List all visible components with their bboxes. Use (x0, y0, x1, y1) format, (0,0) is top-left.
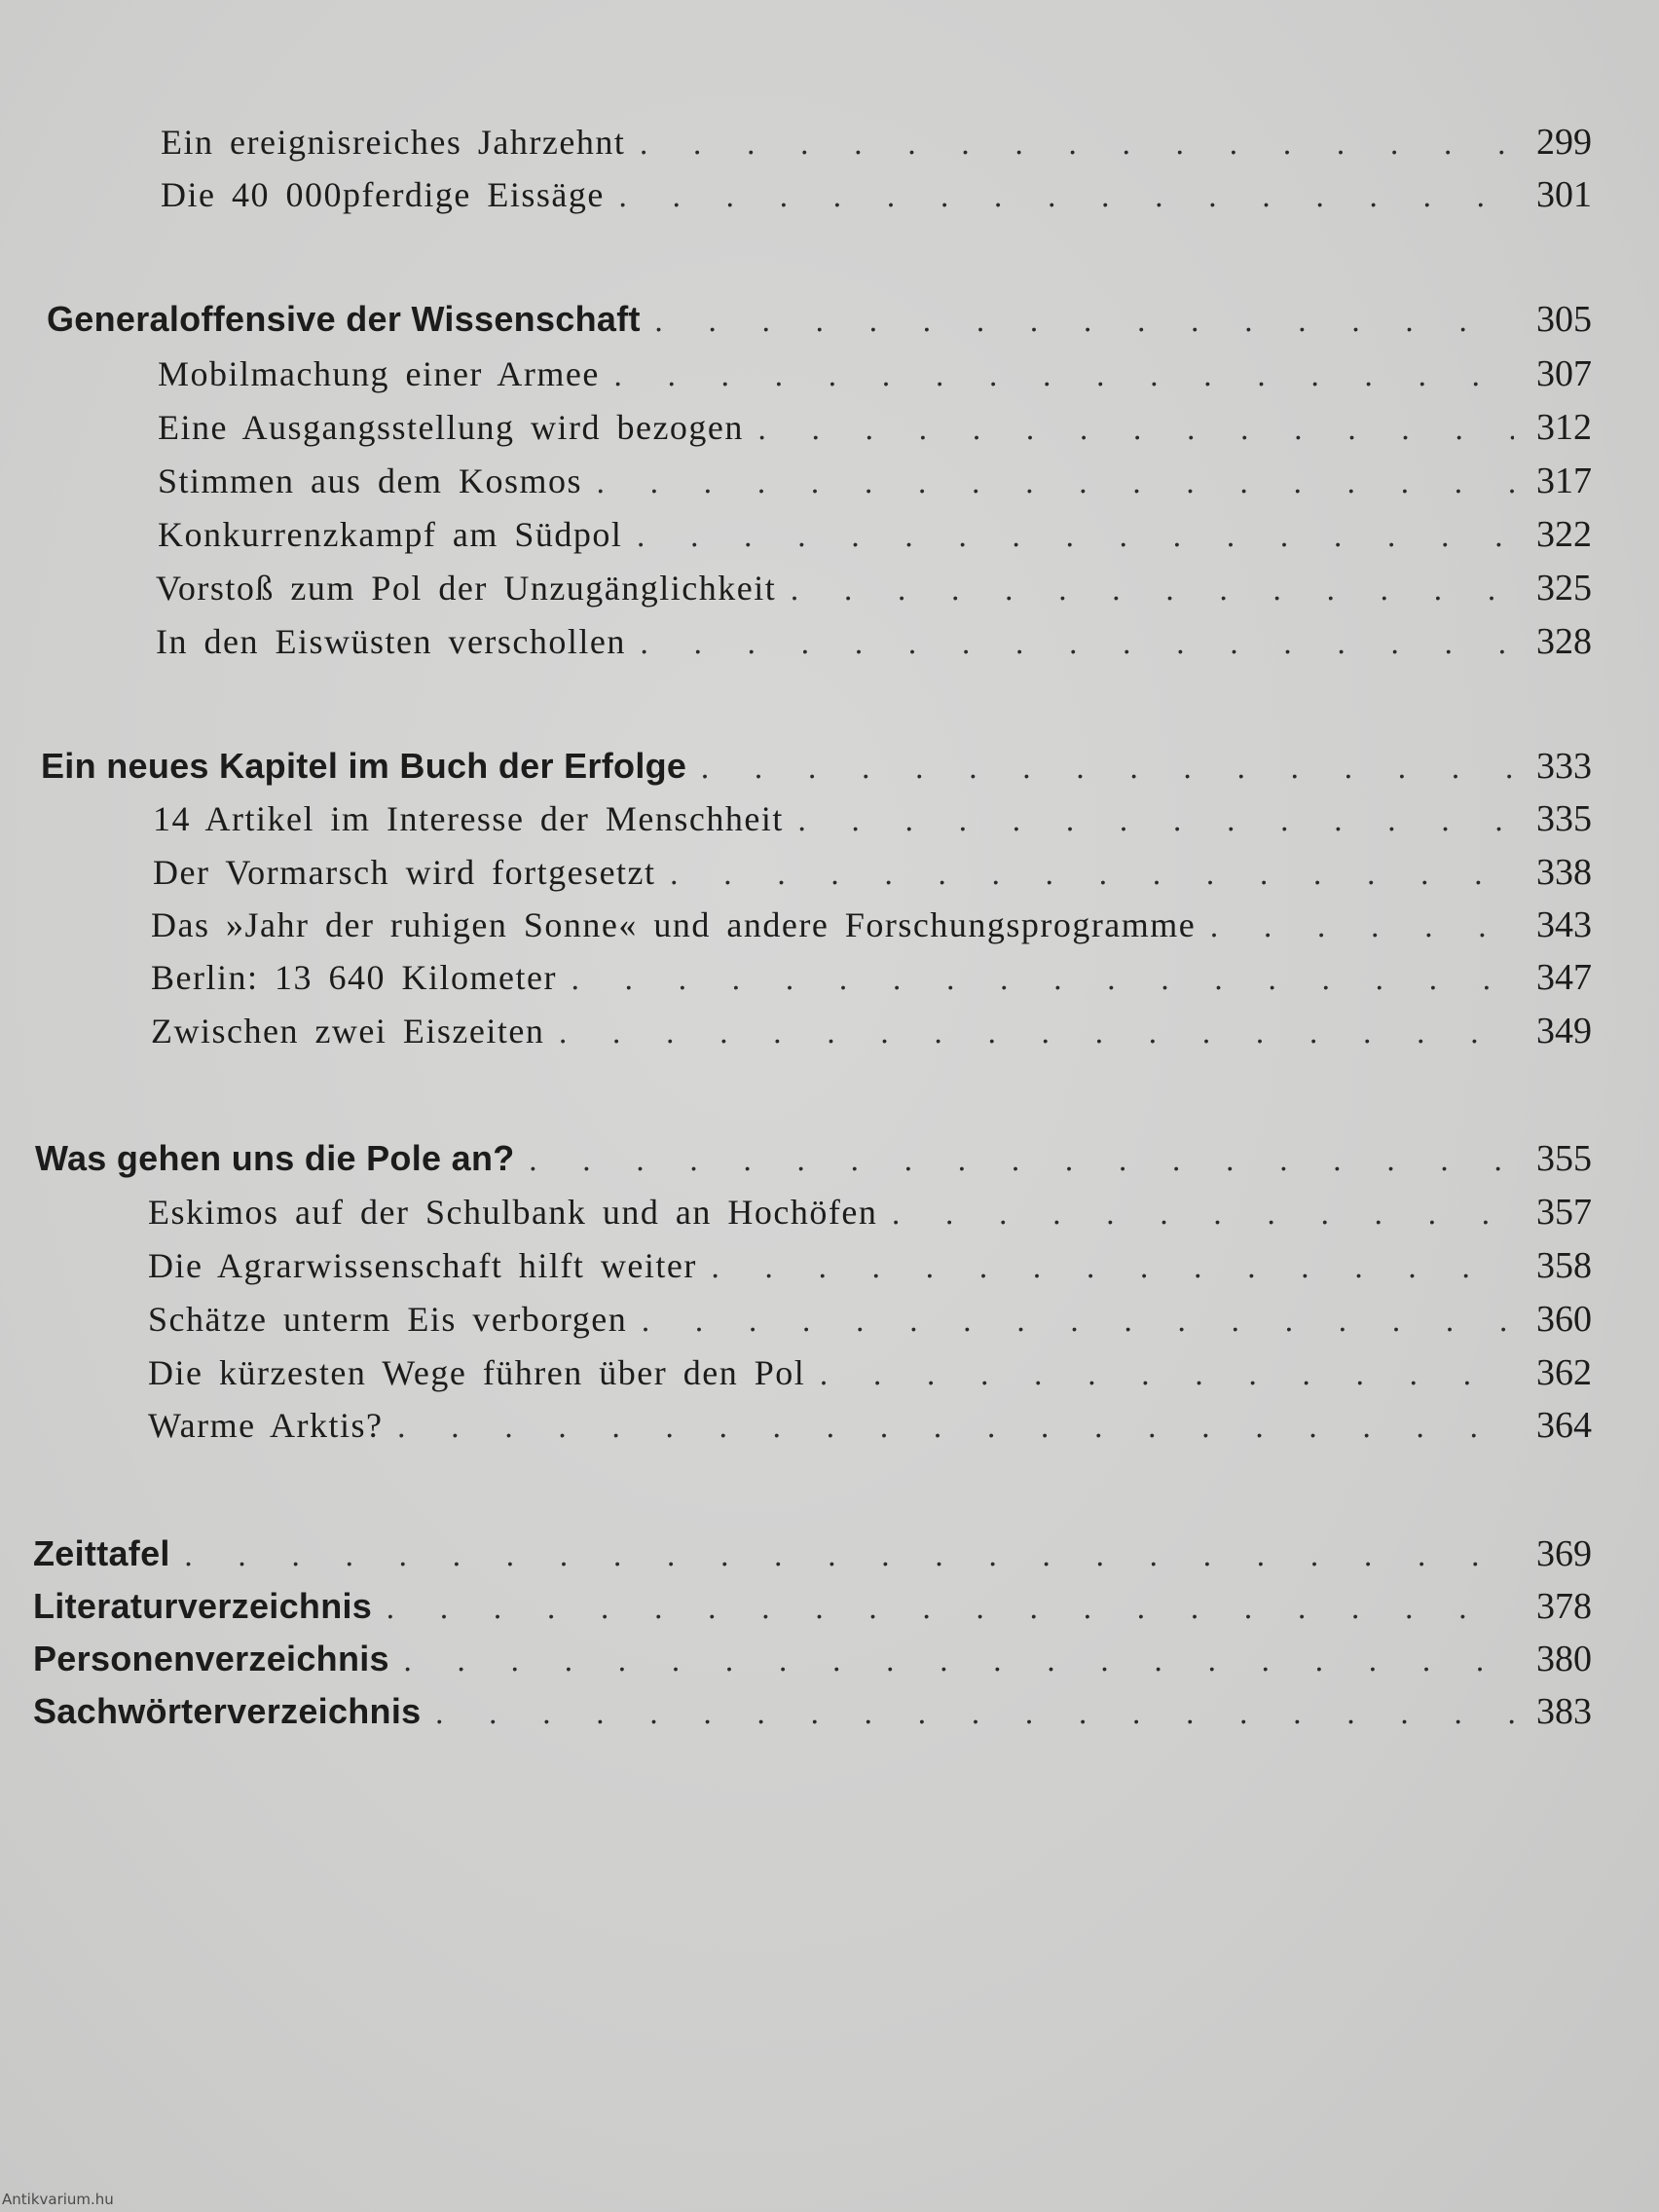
toc-entry-title: Konkurrenzkampf am Südpol (158, 515, 623, 554)
toc-appendix-title: Literaturverzeichnis (33, 1586, 373, 1626)
toc-appendix-title: Personenverzeichnis (33, 1639, 389, 1678)
toc-entry (153, 845, 1592, 900)
toc-appendix-page: 383 (1536, 1691, 1592, 1732)
dot-leader (790, 564, 1514, 618)
toc-appendix-entry (33, 1579, 1592, 1634)
toc-entry-page: 317 (1536, 461, 1592, 501)
watermark: Antikvarium.hu (2, 2191, 114, 2208)
dot-leader (596, 457, 1514, 511)
dot-leader (184, 1530, 1514, 1584)
toc-entry-page: 325 (1536, 568, 1592, 608)
toc-entry-page: 328 (1536, 621, 1592, 662)
toc-appendix-title: Zeittafel (33, 1533, 170, 1573)
toc-entry-title: Eskimos auf der Schulbank und an Hochöfen (148, 1193, 878, 1232)
toc-entry (148, 1346, 1592, 1400)
dot-leader (434, 1687, 1514, 1742)
toc-entry-page: 322 (1536, 514, 1592, 555)
dot-leader (558, 1007, 1514, 1061)
toc-entry-title: In den Eiswüsten verschollen (156, 622, 626, 661)
toc-entry-title: Eine Ausgangsstellung wird bezogen (158, 408, 744, 447)
dot-leader (403, 1635, 1514, 1689)
dot-leader (700, 742, 1514, 796)
dot-leader (397, 1401, 1514, 1456)
toc-entry-page: 299 (1536, 122, 1592, 163)
toc-section-heading (47, 292, 1592, 347)
toc-entry (151, 950, 1592, 1005)
toc-entry-title: Stimmen aus dem Kosmos (158, 461, 582, 500)
toc-entry-title: Vorstoß zum Pol der Unzugänglichkeit (156, 569, 777, 608)
toc-appendix-page: 369 (1536, 1533, 1592, 1574)
toc-entry (161, 115, 1592, 169)
toc-section-page: 333 (1536, 746, 1592, 787)
toc-entry-page: 357 (1536, 1192, 1592, 1233)
toc-entry-title: 14 Artikel im Interesse der Menschheit (153, 799, 784, 838)
toc-appendix-entry (33, 1527, 1592, 1581)
toc-entry (148, 1398, 1592, 1453)
toc-entry (148, 1185, 1592, 1239)
toc-entry-title: Berlin: 13 640 Kilometer (151, 958, 557, 997)
toc-entry-title: Der Vormarsch wird fortgesetzt (153, 853, 656, 892)
toc-appendix-page: 378 (1536, 1586, 1592, 1627)
dot-leader (386, 1582, 1514, 1637)
dot-leader (571, 953, 1514, 1008)
dot-leader (670, 848, 1514, 903)
toc-entry (161, 167, 1592, 222)
toc-appendix-page: 380 (1536, 1639, 1592, 1679)
dot-leader (891, 1188, 1514, 1242)
toc-section-title: Ein neues Kapitel im Buch der Erfolge (41, 746, 687, 786)
toc-entry (148, 1292, 1592, 1346)
dot-leader (529, 1134, 1514, 1189)
toc-entry-page: 335 (1536, 798, 1592, 839)
toc-entry-title: Warme Arktis? (148, 1406, 384, 1445)
toc-entry-title: Zwischen zwei Eiszeiten (151, 1012, 545, 1051)
toc-appendix-entry (33, 1632, 1592, 1686)
toc-entry-page: 360 (1536, 1299, 1592, 1340)
toc-section-heading (41, 739, 1592, 793)
toc-entry (156, 614, 1592, 669)
toc-entry (158, 507, 1592, 562)
toc-entry (148, 1238, 1592, 1293)
dot-leader (757, 403, 1514, 458)
toc-entry (158, 400, 1592, 455)
toc-section-page: 355 (1536, 1138, 1592, 1179)
toc-section-page: 305 (1536, 299, 1592, 340)
toc-entry-page: 364 (1536, 1405, 1592, 1446)
dot-leader (641, 1295, 1514, 1349)
toc-entry-page: 358 (1536, 1245, 1592, 1286)
toc-entry-page: 362 (1536, 1352, 1592, 1393)
dot-leader (613, 350, 1514, 404)
toc-appendix-title: Sachwörterverzeichnis (33, 1691, 422, 1731)
dot-leader (639, 118, 1514, 172)
dot-leader (618, 170, 1514, 225)
toc-entry-title: Schätze unterm Eis verborgen (148, 1300, 628, 1339)
toc-entry (156, 561, 1592, 615)
dot-leader (797, 794, 1514, 849)
toc-entry-page: 312 (1536, 407, 1592, 448)
toc-section-title: Generaloffensive der Wissenschaft (47, 299, 641, 339)
toc-section-title: Was gehen uns die Pole an? (35, 1138, 515, 1178)
toc-appendix-entry (33, 1684, 1592, 1739)
toc-entry-page: 338 (1536, 852, 1592, 893)
dot-leader (636, 510, 1514, 565)
toc-entry-title: Das »Jahr der ruhigen Sonne« und andere Forschungsprogramme (151, 905, 1197, 944)
toc-entry (158, 347, 1592, 401)
dot-leader (819, 1348, 1514, 1403)
toc-entry (151, 898, 1592, 952)
toc-entry (151, 1004, 1592, 1058)
toc-entry-title: Ein ereignisreiches Jahrzehnt (161, 123, 626, 162)
toc-entry-title: Die Agrarwissenschaft hilft weiter (148, 1246, 697, 1285)
toc-entry (153, 792, 1592, 846)
toc-entry-title: Mobilmachung einer Armee (158, 354, 600, 393)
toc-entry (158, 454, 1592, 508)
toc-entry-title: Die 40 000pferdige Eissäge (161, 175, 605, 214)
toc-section-heading (35, 1131, 1592, 1186)
toc-entry-title: Die kürzesten Wege führen über den Pol (148, 1353, 806, 1392)
toc-entry-page: 343 (1536, 904, 1592, 945)
toc-entry-page: 307 (1536, 353, 1592, 394)
dot-leader (654, 295, 1514, 350)
dot-leader (711, 1241, 1514, 1296)
dot-leader (640, 617, 1514, 672)
dot-leader (1209, 901, 1514, 955)
toc-entry-page: 301 (1536, 174, 1592, 215)
toc-entry-page: 349 (1536, 1011, 1592, 1051)
toc-entry-page: 347 (1536, 957, 1592, 998)
